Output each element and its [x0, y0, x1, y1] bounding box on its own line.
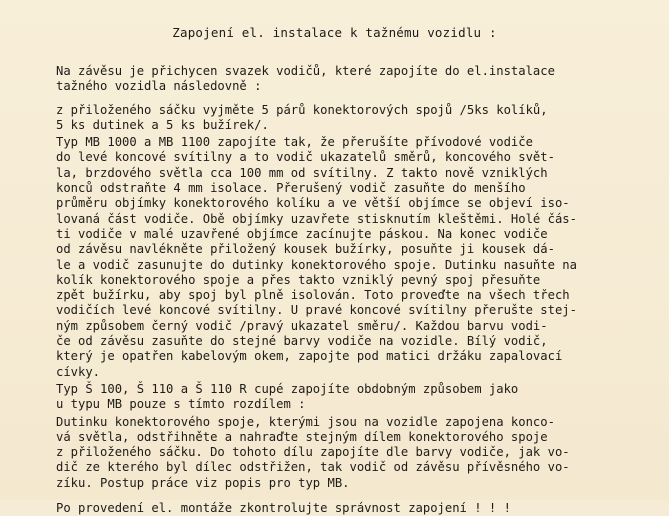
- text-line: Typ MB 1000 a MB 1100 zapojíte tak, že přerušíte přívodové vodiče: [56, 135, 533, 150]
- text-line: zpět bužírku, aby spoj byl plně isolován. Toto proveďte na všech třech: [56, 288, 570, 303]
- text-line: 5 ks dutinek a 5 ks bužírek/.: [56, 117, 269, 132]
- text-line: u typu MB pouze s tímto rozdílem :: [56, 397, 306, 412]
- text-line: z přiloženého sáčku. Do tohoto dílu zapojíte dle barvy vodiče, jak vo-: [56, 445, 570, 460]
- text-line: cívky.: [56, 364, 101, 379]
- text-line: průměru objímky konektorového kolíku a ve větší objímce se objeví iso-: [56, 196, 570, 211]
- paragraph-skoda-instructions: [56, 415, 613, 491]
- paragraph-kit: [56, 103, 613, 134]
- text-line: le a vodič zasunujte do dutinky konektorového spoje. Dutinku nasuňte na: [56, 257, 577, 272]
- closing-note: Po provedení el. montáže zkontrolujte správnost zapojení ! ! !: [56, 501, 511, 516]
- text-line: z přiloženého sáčku vyjměte 5 párů konektorových spojů /5ks kolíků,: [56, 102, 548, 117]
- text-line: lovaná část vodiče. Obě objímky uzavřete stisknutím kleštěmi. Holé čás-: [56, 211, 577, 226]
- text-line: do levé koncové svítilny a to vodič ukazatelů směrů, koncového svět-: [56, 150, 555, 165]
- text-line: který je opatřen kabelovým okem, zapojte pod matici držáku zapalovací: [56, 349, 563, 364]
- document-title: Zapojení el. instalace k tažnému vozidlu :: [172, 25, 497, 40]
- text-line: kolík konektorového spoje a přes takto vzniklý pevný spoj přesuňte: [56, 272, 541, 287]
- text-line: konců odstraňte 4 mm isolace. Přerušený vodič zasuňte do menšího: [56, 181, 526, 196]
- text-line: če od závěsu zasuňte do stejné barvy vodiče na vozidle. Bílý vodič,: [56, 334, 548, 349]
- text-line: zíku. Postup práce viz popis pro typ MB.: [56, 475, 350, 490]
- text-line: dič ze kterého byl dílec odstřižen, tak vodič od závěsu přívěsného vo-: [56, 460, 570, 475]
- text-line: Typ Š 100, Š 110 a Š 110 R cupé zapojíte obdobným způsobem jako: [56, 381, 519, 396]
- text-line: la, brzdového světla cca 100 mm od svítilny. Z takto nově vzniklých: [56, 165, 548, 180]
- text-line: vodičích levé koncové svítilny. U pravé koncové svítilny přerušte stej-: [56, 303, 577, 318]
- text-line: ti vodiče v malé uzavřené objímce zacínujte páskou. Na konec vodiče: [56, 226, 548, 241]
- text-line: ným způsobem černý vodič /pravý ukazatel směru/. Každou barvu vodi-: [56, 318, 548, 333]
- text-line: Dutinku konektorového spoje, kterými jsou na vozidle zapojena konco-: [56, 414, 555, 429]
- text-line: Na závěsu je přichycen svazek vodičů, které zapojíte do el.instalace: [56, 64, 555, 78]
- paragraph-mb-instructions: [56, 135, 613, 380]
- text-line: tažného vozidla následovně :: [56, 79, 262, 94]
- text-line: vá světla, odstřihněte a nahraďte stejným dílem konektorového spoje: [56, 429, 548, 444]
- paragraph-skoda-types: [56, 382, 613, 413]
- paragraph-intro: [56, 64, 613, 95]
- text-line: od závěsu navlékněte přiložený kousek bužírky, posuňte ji kousek dá-: [56, 242, 555, 257]
